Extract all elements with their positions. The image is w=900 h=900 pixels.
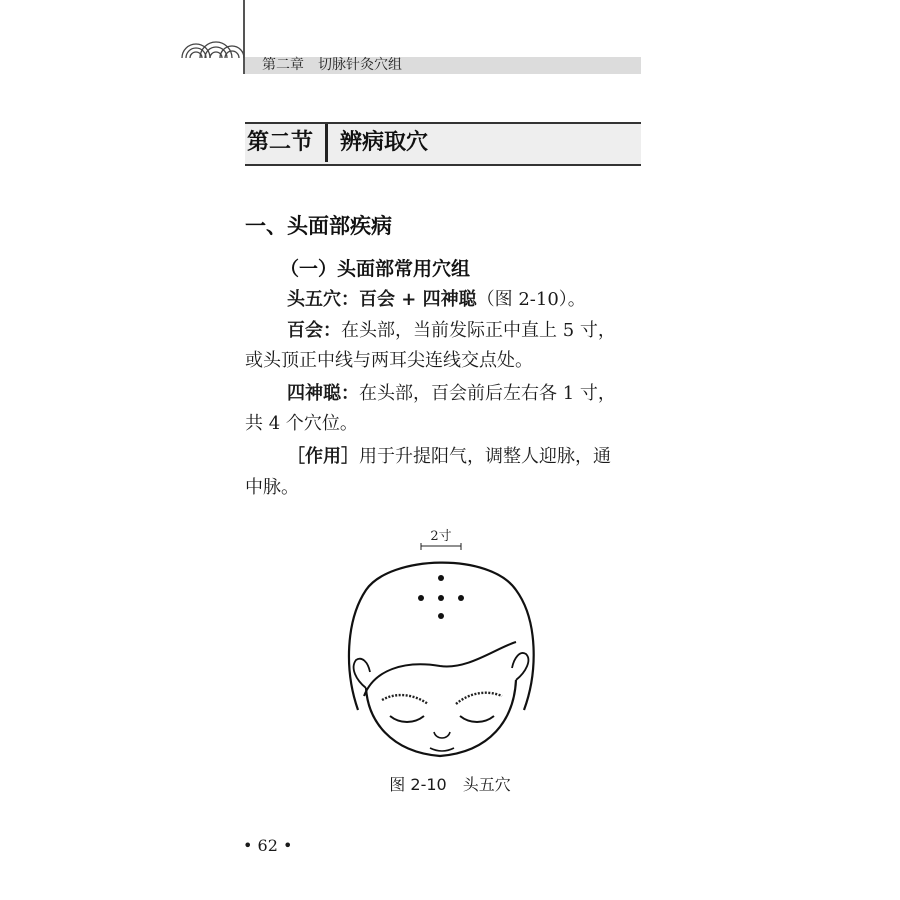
- paragraph-function-line1: [287, 445, 611, 469]
- term-label: 四神聪：: [287, 383, 359, 404]
- left-eyebrow: [382, 695, 428, 704]
- acupoint-sishencong-right: [458, 595, 464, 601]
- figure-caption: 图 2-10 头五穴: [389, 775, 511, 794]
- acupoint-baihui: [438, 595, 444, 601]
- paragraph-function-line2: 中脉。: [245, 477, 299, 498]
- hairline: [364, 642, 516, 696]
- section-title: 辨病取穴: [340, 130, 429, 155]
- cloud-ornament-icon: [180, 28, 244, 60]
- mouth: [430, 748, 454, 751]
- paragraph-baihui-line1: [287, 319, 616, 343]
- term-label: 百会：: [287, 320, 341, 341]
- running-header: 第二章 切脉针灸穴组: [262, 57, 402, 73]
- section-separator: [325, 124, 328, 162]
- face-outline: [366, 680, 516, 756]
- acupoint-sishencong-back: [438, 613, 444, 619]
- nose: [434, 732, 450, 738]
- paragraph-sishencong-line2: 共 4 个穴位。: [245, 413, 358, 434]
- right-eyebrow: [456, 693, 502, 704]
- head-acupoints-figure: [340, 520, 560, 765]
- skull-outline: [349, 563, 534, 710]
- heading-level-2: （一）头面部常用穴组: [280, 258, 471, 280]
- left-eye: [390, 716, 424, 722]
- acupoint-sishencong-front: [438, 575, 444, 581]
- right-ear: [512, 653, 528, 680]
- right-eye: [460, 716, 494, 722]
- section-number: 第二节: [247, 130, 314, 155]
- left-ear: [354, 659, 370, 688]
- heading-level-1: 一、头面部疾病: [245, 214, 392, 238]
- paragraph-sishencong-line1: [287, 382, 616, 406]
- figure-reference: （图 2-10）。: [476, 289, 586, 310]
- term-label: 头五穴：百会 + 四神聪: [287, 289, 477, 310]
- acupoint-sishencong-left: [418, 595, 424, 601]
- term-label: ［作用］: [287, 446, 359, 467]
- paragraph-text: 在头部，当前发际正中直上 5 寸，: [341, 320, 616, 341]
- paragraph-text: 在头部，百会前后左右各 1 寸，: [359, 383, 616, 404]
- paragraph-baihui-line2: 或头顶正中线与两耳尖连线交点处。: [245, 350, 533, 371]
- page-number: • 62 •: [243, 836, 293, 855]
- dimension-bracket: [421, 543, 461, 550]
- paragraph-acupoint-group: [287, 288, 586, 312]
- paragraph-text: 用于升提阳气，调整人迎脉，通: [359, 446, 611, 467]
- dimension-label: 2寸: [430, 529, 452, 544]
